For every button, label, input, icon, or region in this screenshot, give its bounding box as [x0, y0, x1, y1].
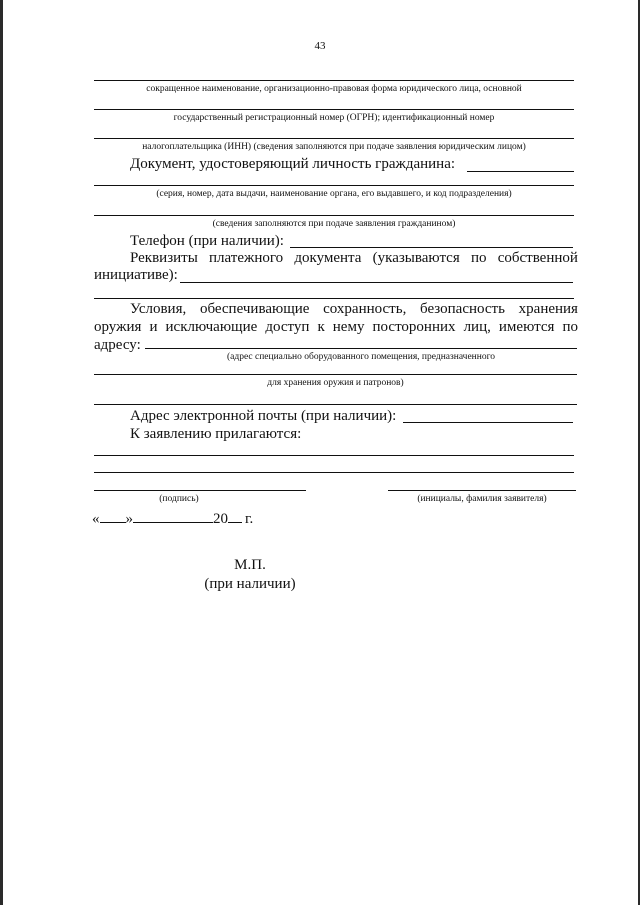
attachments-line-1[interactable]: [94, 455, 574, 456]
conditions-word: хранения: [518, 301, 578, 317]
address-caption-1: (адрес специально оборудованного помещения, предназначенного: [226, 352, 495, 362]
legal-name-caption: сокращенное наименование, организационно-правовая форма юридического лица, основной: [146, 84, 522, 94]
conditions-word: оружия: [94, 319, 142, 335]
conditions-word: лиц,: [463, 319, 491, 335]
stamp-note: (при наличии): [204, 576, 296, 592]
email-label: Адрес электронной почты (при наличии):: [130, 408, 397, 424]
payment-word: Реквизиты: [130, 250, 198, 266]
conditions-word: сохранность,: [323, 301, 407, 317]
conditions-word: исключающие: [165, 319, 258, 335]
conditions-word: доступ: [265, 319, 310, 335]
inn-caption: налогоплательщика (ИНН) (сведения заполняются при подаче заявления юридическим лицом): [142, 142, 526, 152]
citizen-info-caption: (сведения заполняются при подаче заявления гражданином): [212, 219, 456, 229]
conditions-word: и: [149, 319, 158, 335]
address-label: адресу:: [94, 337, 141, 353]
date-line: [92, 508, 253, 528]
conditions-word: имеются: [498, 319, 555, 335]
date-open-quote: «: [92, 511, 100, 527]
address-line-3[interactable]: [94, 404, 577, 405]
citizen-info-line[interactable]: [94, 215, 574, 216]
conditions-text-line1: [130, 300, 578, 318]
payment-input-line[interactable]: [180, 282, 573, 283]
payment-extra-line[interactable]: [94, 298, 574, 299]
payment-word: собственной: [497, 250, 578, 266]
legal-name-line[interactable]: [94, 80, 574, 81]
conditions-word: Условия,: [130, 301, 187, 317]
conditions-text-line2: [94, 318, 578, 336]
conditions-word: к: [317, 319, 325, 335]
inn-line[interactable]: [94, 138, 574, 139]
date-year-field[interactable]: [228, 508, 242, 523]
id-document-details-line[interactable]: [94, 185, 574, 186]
stamp-label: М.П.: [234, 557, 266, 573]
signature-caption: (подпись): [159, 494, 199, 504]
conditions-word: обеспечивающие: [199, 301, 310, 317]
payment-word: по: [470, 250, 487, 266]
ogrn-caption: государственный регистрационный номер (ОГРН); идентификационный номер: [173, 113, 495, 123]
initials-line[interactable]: [388, 490, 576, 491]
id-document-input-line[interactable]: [467, 171, 574, 172]
ogrn-line[interactable]: [94, 109, 574, 110]
payment-word: платежного: [209, 250, 284, 266]
date-year-suffix: г.: [245, 511, 254, 527]
date-month-field[interactable]: [133, 508, 213, 523]
initials-caption: (инициалы, фамилия заявителя): [417, 494, 547, 504]
payment-label-line1: [130, 249, 578, 267]
address-input-line[interactable]: [145, 348, 577, 349]
page-number: 43: [314, 40, 326, 52]
conditions-word: посторонних: [372, 319, 456, 335]
conditions-word: по: [562, 319, 578, 335]
payment-word: (указываются: [372, 250, 460, 266]
conditions-word: нему: [332, 319, 365, 335]
date-close-quote: »: [125, 511, 133, 527]
address-line-2[interactable]: [94, 374, 577, 375]
phone-input-line[interactable]: [290, 247, 573, 248]
conditions-word: безопасность: [420, 301, 505, 317]
id-document-label: Документ, удостоверяющий личность гражданина:: [130, 156, 456, 172]
address-caption-2: для хранения оружия и патронов): [267, 378, 404, 388]
date-day-field[interactable]: [100, 508, 126, 523]
payment-word: документа: [294, 250, 362, 266]
id-document-caption: (серия, номер, дата выдачи, наименование органа, его выдавшего, и код подразделения): [156, 189, 512, 199]
phone-label: Телефон (при наличии):: [130, 233, 284, 249]
attachments-label: К заявлению прилагаются:: [130, 426, 302, 442]
date-year-prefix: 20: [213, 511, 228, 527]
email-input-line[interactable]: [403, 422, 573, 423]
scan-border-left: [0, 0, 3, 905]
payment-label-line2: инициативе):: [94, 267, 178, 283]
attachments-line-2[interactable]: [94, 472, 574, 473]
signature-line[interactable]: [94, 490, 306, 491]
